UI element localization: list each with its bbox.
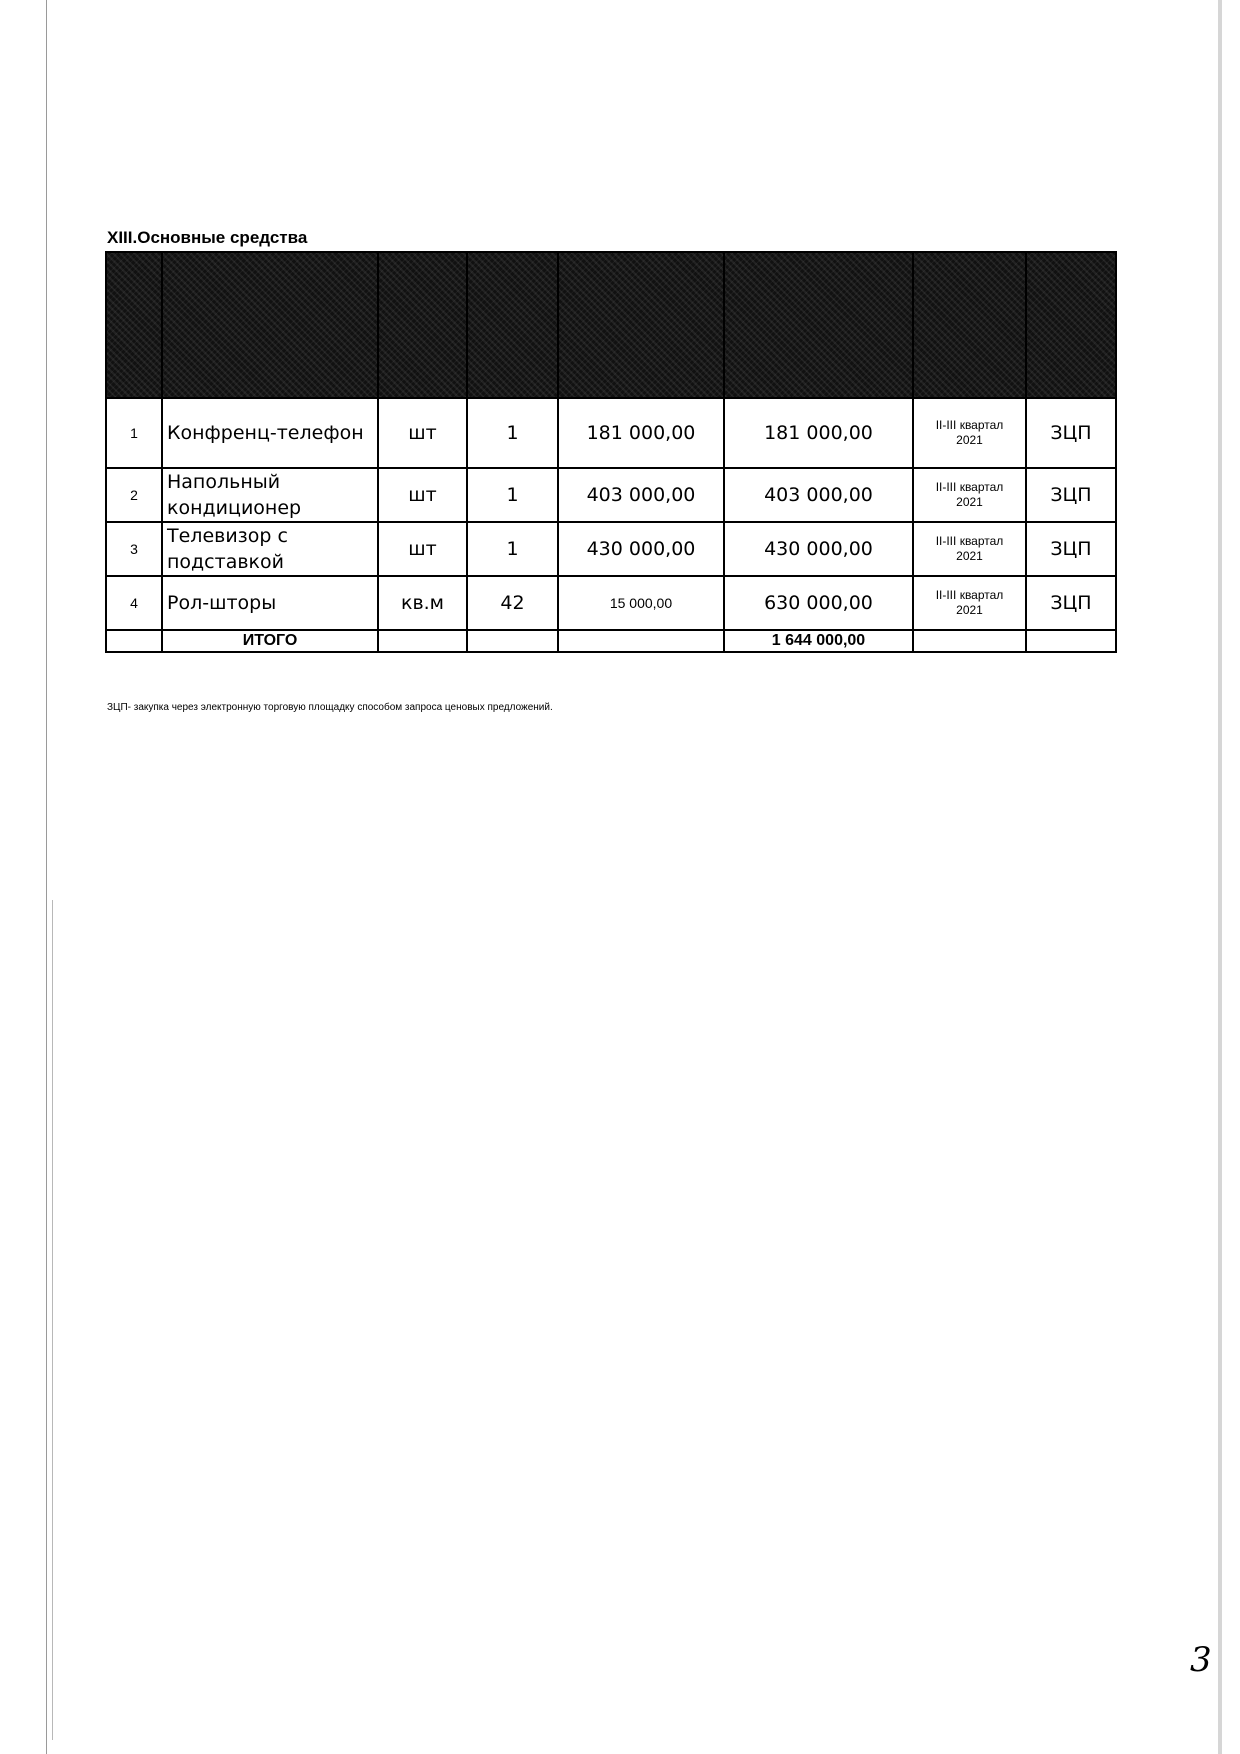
table-row [106, 576, 1116, 630]
item-name: Конфренц-телефон [162, 398, 378, 468]
item-name-line: Напольный [167, 471, 281, 493]
item-qty: 1 [467, 468, 558, 522]
total-empty-cell [467, 630, 558, 652]
total-empty-cell [558, 630, 724, 652]
footnote: ЗЦП- закупка через электронную торговую площадку способом запроса ценовых предложений. [107, 702, 553, 713]
item-period [913, 468, 1026, 522]
header-cell-name [162, 252, 378, 398]
item-method: ЗЦП [1026, 522, 1116, 576]
total-label: ИТОГО [162, 630, 378, 652]
fixed-assets-table [105, 251, 1117, 653]
item-name: Рол-шторы [162, 576, 378, 630]
period-year: 2021 [956, 549, 983, 563]
item-period [913, 522, 1026, 576]
item-sum: 630 000,00 [724, 576, 913, 630]
item-sum: 403 000,00 [724, 468, 913, 522]
item-qty: 42 [467, 576, 558, 630]
total-row [106, 630, 1116, 652]
total-empty-cell [913, 630, 1026, 652]
period-year: 2021 [956, 433, 983, 447]
total-sum: 1 644 000,00 [724, 630, 913, 652]
total-empty-cell [1026, 630, 1116, 652]
item-price: 181 000,00 [558, 398, 724, 468]
item-qty: 1 [467, 398, 558, 468]
item-method: ЗЦП [1026, 398, 1116, 468]
item-price: 403 000,00 [558, 468, 724, 522]
item-unit: шт [378, 522, 467, 576]
page-number: 3 [1190, 1640, 1212, 1680]
item-qty: 1 [467, 522, 558, 576]
item-unit: шт [378, 398, 467, 468]
row-number: 2 [106, 468, 162, 522]
scan-edge [46, 0, 47, 1754]
period-year: 2021 [956, 603, 983, 617]
header-cell-unit [378, 252, 467, 398]
item-price: 15 000,00 [558, 576, 724, 630]
period-quarter: II-III квартал [935, 418, 1004, 432]
item-name-line: Телевизор с [167, 525, 288, 547]
item-name-line: кондиционер [167, 497, 302, 519]
period-year: 2021 [956, 495, 983, 509]
item-name [162, 522, 378, 576]
item-sum: 430 000,00 [724, 522, 913, 576]
item-unit: шт [378, 468, 467, 522]
header-cell-method [1026, 252, 1116, 398]
table-row [106, 468, 1116, 522]
item-period [913, 576, 1026, 630]
scan-edge [1218, 0, 1222, 1754]
row-number: 1 [106, 398, 162, 468]
period-quarter: II-III квартал [935, 480, 1004, 494]
row-number: 3 [106, 522, 162, 576]
total-empty-cell [378, 630, 467, 652]
header-cell-period [913, 252, 1026, 398]
item-method: ЗЦП [1026, 576, 1116, 630]
total-empty-cell [106, 630, 162, 652]
table-row [106, 522, 1116, 576]
header-cell-num [106, 252, 162, 398]
item-unit: кв.м [378, 576, 467, 630]
section-title: XIII.Основные средства [107, 228, 308, 247]
item-sum: 181 000,00 [724, 398, 913, 468]
item-price: 430 000,00 [558, 522, 724, 576]
header-cell-price [558, 252, 724, 398]
item-method: ЗЦП [1026, 468, 1116, 522]
row-number: 4 [106, 576, 162, 630]
table-header-row [106, 252, 1116, 398]
item-name [162, 468, 378, 522]
scan-edge [52, 900, 53, 1740]
period-quarter: II-III квартал [935, 588, 1004, 602]
period-quarter: II-III квартал [935, 534, 1004, 548]
item-name-line: подставкой [167, 551, 284, 573]
header-cell-qty [467, 252, 558, 398]
header-cell-sum [724, 252, 913, 398]
table-row [106, 398, 1116, 468]
item-period [913, 398, 1026, 468]
